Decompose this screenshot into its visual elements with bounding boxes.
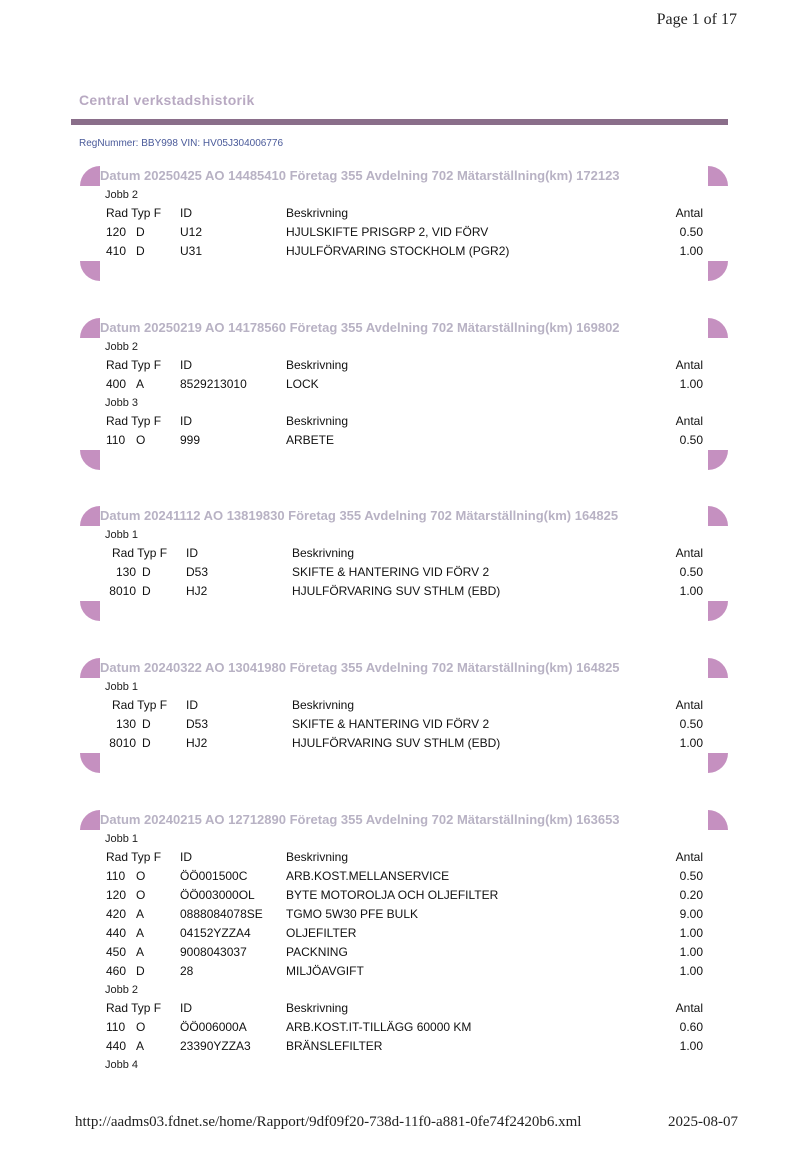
cell-antal: 1.00 — [679, 244, 703, 258]
cell-rad: 130 — [115, 565, 136, 579]
corner-decoration — [708, 658, 728, 678]
job-label: Jobb 4 — [105, 1059, 139, 1071]
table-row — [80, 867, 728, 886]
cell-typ: D — [142, 717, 151, 731]
cell-antal: 0.50 — [679, 225, 703, 239]
cell-beskrivning: BYTE MOTOROLJA OCH OLJEFILTER — [286, 888, 499, 902]
column-headers — [80, 848, 728, 867]
cell-antal: 0.50 — [679, 869, 703, 883]
col-header-antal: Antal — [675, 850, 703, 864]
col-header-antal: Antal — [675, 546, 703, 560]
col-header-antal: Antal — [675, 1001, 703, 1015]
col-header-antal: Antal — [675, 414, 703, 428]
service-record — [80, 506, 728, 623]
cell-beskrivning: PACKNING — [286, 945, 348, 959]
service-record-title: Datum 20240322 AO 13041980 Företag 355 Avdelning 702 Mätarställning(km) 164825 — [100, 660, 620, 675]
col-header-beskrivning: Beskrivning — [286, 1001, 349, 1015]
corner-decoration — [80, 261, 100, 281]
col-header-antal: Antal — [675, 206, 703, 220]
cell-antal: 1.00 — [679, 926, 703, 940]
cell-beskrivning: SKIFTE & HANTERING VID FÖRV 2 — [292, 565, 490, 579]
cell-rad: 440 — [106, 926, 127, 940]
corner-decoration — [80, 810, 100, 830]
cell-antal: 1.00 — [679, 945, 703, 959]
cell-beskrivning: TGMO 5W30 PFE BULK — [286, 907, 419, 921]
col-header-rad-typ: Rad Typ F — [106, 1001, 162, 1015]
cell-beskrivning: OLJEFILTER — [286, 926, 357, 940]
section-footer — [80, 753, 728, 775]
cell-rad: 110 — [106, 433, 126, 447]
cell-typ: D — [136, 225, 145, 239]
cell-id: 04152YZZA4 — [180, 926, 251, 940]
cell-beskrivning: ARB.KOST.MELLANSERVICE — [286, 869, 450, 883]
column-headers — [80, 356, 728, 375]
cell-beskrivning: ARBETE — [286, 433, 335, 447]
cell-id: 0888084078SE — [180, 907, 263, 921]
cell-antal: 1.00 — [679, 964, 703, 978]
cell-rad: 110 — [106, 1020, 126, 1034]
cell-beskrivning: MILJÖAVGIFT — [286, 964, 364, 978]
table-row — [80, 242, 728, 261]
cell-antal: 1.00 — [679, 584, 703, 598]
section-footer — [80, 601, 728, 623]
service-record-header — [80, 318, 728, 338]
service-record — [80, 658, 728, 775]
cell-typ: A — [136, 377, 145, 391]
cell-typ: D — [136, 964, 145, 978]
table-row — [80, 924, 728, 943]
service-record-header — [80, 810, 728, 830]
cell-typ: D — [142, 584, 151, 598]
cell-rad: 450 — [106, 945, 127, 959]
corner-decoration — [80, 753, 100, 773]
cell-antal: 9.00 — [679, 907, 703, 921]
column-headers — [80, 999, 728, 1018]
cell-rad: 110 — [106, 869, 126, 883]
cell-rad: 120 — [106, 225, 127, 239]
corner-decoration — [708, 506, 728, 526]
page-number: Page 1 of 17 — [656, 11, 737, 28]
service-record — [80, 318, 728, 472]
section-footer — [80, 450, 728, 472]
cell-beskrivning: HJULFÖRVARING SUV STHLM (EBD) — [292, 584, 501, 598]
cell-id: U12 — [180, 225, 203, 239]
col-header-beskrivning: Beskrivning — [292, 546, 355, 560]
job-label: Jobb 2 — [105, 984, 139, 996]
cell-id: ÖÖ003000OL — [180, 888, 255, 902]
section-footer — [80, 261, 728, 283]
job-label: Jobb 2 — [105, 341, 139, 353]
corner-decoration — [708, 166, 728, 186]
table-row — [80, 431, 728, 450]
col-header-id: ID — [180, 206, 192, 220]
table-row — [80, 563, 728, 582]
cell-typ: O — [136, 869, 146, 883]
col-header-id: ID — [180, 414, 192, 428]
cell-antal: 0.50 — [679, 433, 703, 447]
col-header-id: ID — [180, 850, 192, 864]
col-header-rad-typ: Rad Typ F — [112, 546, 168, 560]
cell-rad: 8010 — [109, 584, 136, 598]
cell-id: HJ2 — [186, 584, 208, 598]
cell-rad: 410 — [106, 244, 127, 258]
job-label: Jobb 1 — [105, 529, 139, 541]
service-record-title: Datum 20250219 AO 14178560 Företag 355 Avdelning 702 Mätarställning(km) 169802 — [100, 320, 620, 335]
service-record-title: Datum 20241112 AO 13819830 Företag 355 Avdelning 702 Mätarställning(km) 164825 — [100, 508, 619, 523]
cell-beskrivning: BRÄNSLEFILTER — [286, 1039, 383, 1053]
cell-id: 23390YZZA3 — [180, 1039, 251, 1053]
table-row — [80, 886, 728, 905]
col-header-id: ID — [180, 1001, 192, 1015]
col-header-rad-typ: Rad Typ F — [112, 698, 168, 712]
service-record-title: Datum 20240215 AO 12712890 Företag 355 Avdelning 702 Mätarställning(km) 163653 — [100, 812, 620, 827]
service-record-header — [80, 166, 728, 186]
cell-antal: 1.00 — [679, 736, 703, 750]
cell-typ: A — [136, 926, 145, 940]
table-row — [80, 223, 728, 242]
cell-id: D53 — [186, 565, 209, 579]
cell-beskrivning: HJULSKIFTE PRISGRP 2, VID FÖRV — [286, 225, 489, 239]
col-header-rad-typ: Rad Typ F — [106, 358, 162, 372]
corner-decoration — [708, 601, 728, 621]
corner-decoration — [708, 810, 728, 830]
service-record — [80, 810, 728, 1074]
cell-id: 9008043037 — [180, 945, 247, 959]
service-record-title: Datum 20250425 AO 14485410 Företag 355 Avdelning 702 Mätarställning(km) 172123 — [100, 168, 620, 183]
table-row — [80, 962, 728, 981]
table-row — [80, 375, 728, 394]
cell-typ: D — [142, 565, 151, 579]
cell-id: 8529213010 — [180, 377, 247, 391]
cell-typ: O — [136, 1020, 146, 1034]
corner-decoration — [708, 318, 728, 338]
cell-antal: 0.20 — [679, 888, 703, 902]
job-label: Jobb 1 — [105, 681, 139, 693]
cell-rad: 420 — [106, 907, 127, 921]
col-header-beskrivning: Beskrivning — [286, 850, 349, 864]
table-row — [80, 582, 728, 601]
corner-decoration — [80, 166, 100, 186]
cell-id: 999 — [180, 433, 201, 447]
column-headers — [80, 412, 728, 431]
report-title: Central verkstadshistorik — [79, 92, 255, 108]
registration-line: RegNummer: BBY998 VIN: HV05J304006776 — [79, 138, 284, 149]
table-row — [80, 734, 728, 753]
cell-id: U31 — [180, 244, 203, 258]
corner-decoration — [80, 506, 100, 526]
col-header-beskrivning: Beskrivning — [292, 698, 355, 712]
col-header-beskrivning: Beskrivning — [286, 206, 349, 220]
cell-beskrivning: SKIFTE & HANTERING VID FÖRV 2 — [292, 717, 490, 731]
corner-decoration — [708, 450, 728, 470]
cell-id: D53 — [186, 717, 209, 731]
column-headers — [80, 204, 728, 223]
cell-id: HJ2 — [186, 736, 208, 750]
report-url: http://aadms03.fdnet.se/home/Rapport/9df09f20-738d-11f0-a881-0fe74f2420b6.xml — [75, 1114, 582, 1130]
cell-id: 28 — [180, 964, 194, 978]
col-header-rad-typ: Rad Typ F — [106, 414, 162, 428]
col-header-id: ID — [186, 546, 198, 560]
cell-rad: 460 — [106, 964, 127, 978]
corner-decoration — [80, 450, 100, 470]
job-label: Jobb 3 — [105, 397, 139, 409]
cell-typ: A — [136, 907, 145, 921]
col-header-rad-typ: Rad Typ F — [106, 850, 162, 864]
cell-antal: 0.50 — [679, 565, 703, 579]
cell-beskrivning: LOCK — [286, 377, 319, 391]
service-record — [80, 166, 728, 283]
cell-antal: 1.00 — [679, 1039, 703, 1053]
column-headers — [80, 544, 728, 563]
service-record-header — [80, 658, 728, 678]
col-header-beskrivning: Beskrivning — [286, 414, 349, 428]
table-row — [80, 715, 728, 734]
cell-typ: O — [136, 888, 146, 902]
corner-decoration — [708, 261, 728, 281]
cell-rad: 130 — [115, 717, 136, 731]
cell-typ: A — [136, 945, 145, 959]
cell-rad: 8010 — [109, 736, 136, 750]
col-header-antal: Antal — [675, 358, 703, 372]
cell-rad: 120 — [106, 888, 127, 902]
cell-rad: 440 — [106, 1039, 127, 1053]
cell-beskrivning: HJULFÖRVARING SUV STHLM (EBD) — [292, 736, 501, 750]
cell-antal: 0.60 — [679, 1020, 703, 1034]
cell-beskrivning: HJULFÖRVARING STOCKHOLM (PGR2) — [286, 244, 510, 258]
corner-decoration — [80, 318, 100, 338]
column-headers — [80, 696, 728, 715]
table-row — [80, 1018, 728, 1037]
cell-typ: O — [136, 433, 146, 447]
table-row — [80, 905, 728, 924]
print-date: 2025-08-07 — [668, 1114, 738, 1130]
title-divider — [71, 119, 728, 125]
corner-decoration — [80, 658, 100, 678]
cell-rad: 400 — [106, 377, 127, 391]
col-header-id: ID — [180, 358, 192, 372]
service-record-header — [80, 506, 728, 526]
col-header-id: ID — [186, 698, 198, 712]
table-row — [80, 1037, 728, 1056]
cell-antal: 0.50 — [679, 717, 703, 731]
cell-typ: D — [142, 736, 151, 750]
corner-decoration — [80, 601, 100, 621]
job-label: Jobb 2 — [105, 189, 139, 201]
col-header-beskrivning: Beskrivning — [286, 358, 349, 372]
cell-id: ÖÖ001500C — [180, 869, 248, 883]
col-header-rad-typ: Rad Typ F — [106, 206, 162, 220]
cell-beskrivning: ARB.KOST.IT-TILLÄGG 60000 KM — [286, 1020, 472, 1034]
corner-decoration — [708, 753, 728, 773]
job-label: Jobb 1 — [105, 833, 139, 845]
cell-id: ÖÖ006000A — [180, 1020, 247, 1034]
col-header-antal: Antal — [675, 698, 703, 712]
cell-typ: D — [136, 244, 145, 258]
cell-typ: A — [136, 1039, 145, 1053]
cell-antal: 1.00 — [679, 377, 703, 391]
table-row — [80, 943, 728, 962]
